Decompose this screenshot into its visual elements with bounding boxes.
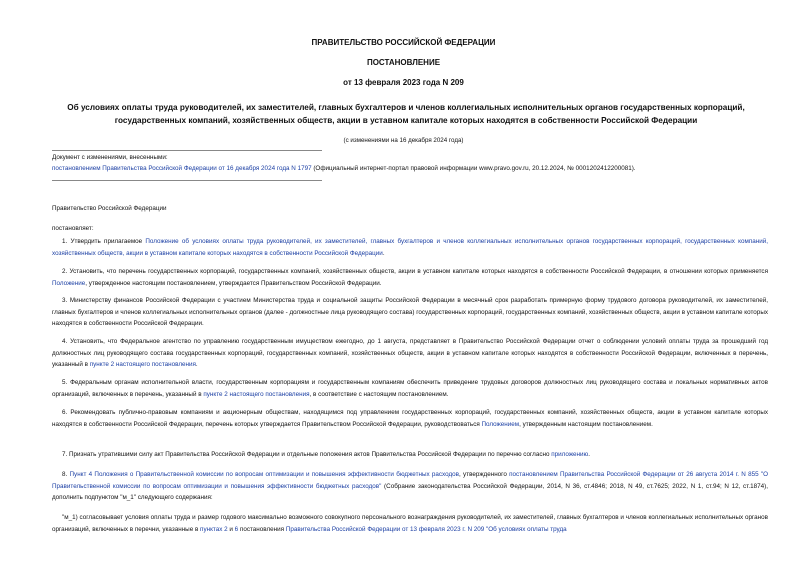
paragraph-4 bbox=[52, 336, 768, 371]
p6-end: , утвержденным настоящим постановлением. bbox=[519, 420, 653, 428]
decree-209-link[interactable]: Правительства Российской Федерации от 13 февраля 2023 г. N 209 "Об условиях оплаты труда bbox=[285, 525, 567, 533]
document-title: Об условиях оплаты труда руководителей, их заместителей, главных бухгалтеров и членов коллегиальных исполнительных органов государственных корпораций, государственных компаний, хозяйственных обществ, акции в уставном капитале которых находятся в собственности Российской Федерации bbox=[67, 103, 745, 125]
p2-text: 2. Установить, что перечень государственных корпораций, государственных компаний, хозяйственных обществ, акции в уставном капитале которых находятся в собственности Российской Федерации, в отношении которых применяется bbox=[62, 268, 768, 275]
paragraph-5 bbox=[52, 377, 768, 400]
divider-top bbox=[52, 150, 322, 151]
paragraph-6 bbox=[52, 407, 768, 430]
paragraph-7 bbox=[52, 449, 768, 461]
p7-text: 7. Признать утратившими силу акт Правительства Российской Федерации и отдельные положения актов Правительства Российской Федерации по перечню согласно bbox=[62, 451, 552, 458]
amendments-line bbox=[52, 164, 768, 175]
paragraph-2 bbox=[52, 266, 768, 289]
paragraph-3: 3. Министерству финансов Российской Федерации с участием Министерства труда и социальной защиты Российской Федерации в месячный срок разработать примерную форму трудового договора руководителей, их заместителей, главных бухгалтеров и членов коллегиальных исполнительных органов (далее - должностные лица руководящего состава) государственных корпораций, государственных компаний, хозяйственных обществ, акции в уставном капитале которых находятся в собственности Российской Федерации. bbox=[52, 297, 768, 327]
regulation-short-link[interactable]: Положение bbox=[52, 279, 86, 287]
points-2-link[interactable]: пунктах 2 bbox=[200, 525, 228, 533]
revision-note: (с изменениями на 16 декабря 2024 года) bbox=[343, 137, 464, 144]
issuer-text: Правительство Российской Федерации bbox=[52, 205, 167, 212]
paragraph-9 bbox=[52, 512, 768, 535]
p5-text: 5. Федеральным органам исполнительной власти, государственным корпорациям и государственным компаниям обеспечить приведение трудовых договоров должностных лиц руководящего состава и локальных нормативных актов организаций, включенных в перечень, указанный в bbox=[52, 379, 768, 398]
government-heading: ПРАВИТЕЛЬСТВО РОССИЙСКОЙ ФЕДЕРАЦИИ bbox=[311, 38, 496, 47]
commission-point-link[interactable]: Пункт 4 Положения о Правительственной комиссии по вопросам оптимизации и повышения эффективности бюджетных расходов bbox=[69, 471, 460, 478]
p2-end: , утвержденное настоящим постановлением, утверждается Правительством Российской Федерации. bbox=[85, 279, 382, 287]
p1-end: . bbox=[382, 249, 385, 257]
amendments-intro: Документ с изменениями, внесенными: bbox=[52, 154, 168, 161]
point-2-link-2[interactable]: пункте 2 настоящего постановления bbox=[203, 390, 310, 398]
paragraph-8 bbox=[52, 469, 768, 504]
date-number-heading: от 13 февраля 2023 года N 209 bbox=[343, 78, 464, 87]
p4-text: 4. Установить, что Федеральное агентство по управлению государственным имуществом ежегодно, до 1 августа, представляет в Правительство Российской Федерации отчет о соблюдении условий оплаты труда за прошедший год должностных лиц руководящего состава государственных корпораций, государственных компаний, хозяйственных обществ, акции в уставном капитале которых находятся в собственности Российской Федерации, включенных в перечень, указанный в bbox=[52, 338, 768, 368]
p9-text: "м_1) согласовывает условия оплаты труда и размер годового максимально возможного совокупного персонального вознаграждения руководителей, их заместителей, главных бухгалтеров и членов коллегиальных исполнительных органов организаций, включенных в перечни, указанные в bbox=[52, 514, 768, 533]
p4-end: . bbox=[195, 361, 198, 368]
amendment-link[interactable]: постановлением Правительства Российской Федерации от 16 декабря 2024 года N 1797 bbox=[52, 164, 312, 172]
p9-and: и bbox=[227, 525, 235, 533]
p5-end: , в соответствие с настоящим постановлением. bbox=[309, 390, 449, 398]
p1-text: 1. Утвердить прилагаемое bbox=[62, 238, 146, 245]
regulation-link-2[interactable]: Положением bbox=[481, 420, 520, 428]
point-6-link[interactable]: 6 bbox=[234, 525, 239, 533]
amendment-source: (Официальный интернет-портал правовой информации www.pravo.gov.ru, 20.12.2024, № 0001202412200081). bbox=[311, 164, 636, 172]
decrees-text: постановляет: bbox=[52, 225, 94, 232]
point-2-link[interactable]: пункте 2 настоящего постановления bbox=[89, 361, 196, 368]
p8-end: (Собрание законодательства Российской Федерации, 2014, N 36, ст.4846; 2018, N 49, ст.7625; 2022, N 1, ст.94; N 12, ст.1874), дополнить подпунктом "м_1" следующего содержания: bbox=[52, 482, 768, 501]
amendments-block bbox=[52, 153, 768, 174]
p7-end: . bbox=[588, 451, 591, 458]
regulation-link[interactable]: Положение об условиях оплаты труда руководителей, их заместителей, главных бухгалтеров и членов коллегиальных исполнительных органов государственных корпораций, государственных компаний, хозяйственных обществ, акции в уставном капитале которых находятся в собственности Российской Федерации bbox=[52, 238, 768, 257]
paragraph-1 bbox=[52, 236, 768, 259]
p8-text: , утвержденного bbox=[459, 471, 510, 478]
p8-number: 8. bbox=[62, 471, 70, 478]
doc-type-heading: ПОСТАНОВЛЕНИЕ bbox=[366, 58, 441, 67]
decree-855-link[interactable]: постановлением Правительства Российской Федерации от 26 августа 2014 г. N 855 "О Правительственной комиссии по вопросам оптимизации и повышения эффективности бюджетных расходов" bbox=[52, 471, 768, 490]
divider-bottom bbox=[52, 180, 322, 181]
p6-text: 6. Рекомендовать публично-правовым компаниям и акционерным обществам, находящимся под управлением государственных корпораций, государственных компаний, хозяйственных обществ, акции в уставном капитале которых находятся в собственности Российской Федерации, перечень которых утверждается Правительством Российской Федерации, руководствоваться bbox=[52, 409, 768, 428]
p9-text-2: постановления bbox=[238, 525, 286, 533]
annex-link[interactable]: приложению bbox=[551, 451, 589, 458]
